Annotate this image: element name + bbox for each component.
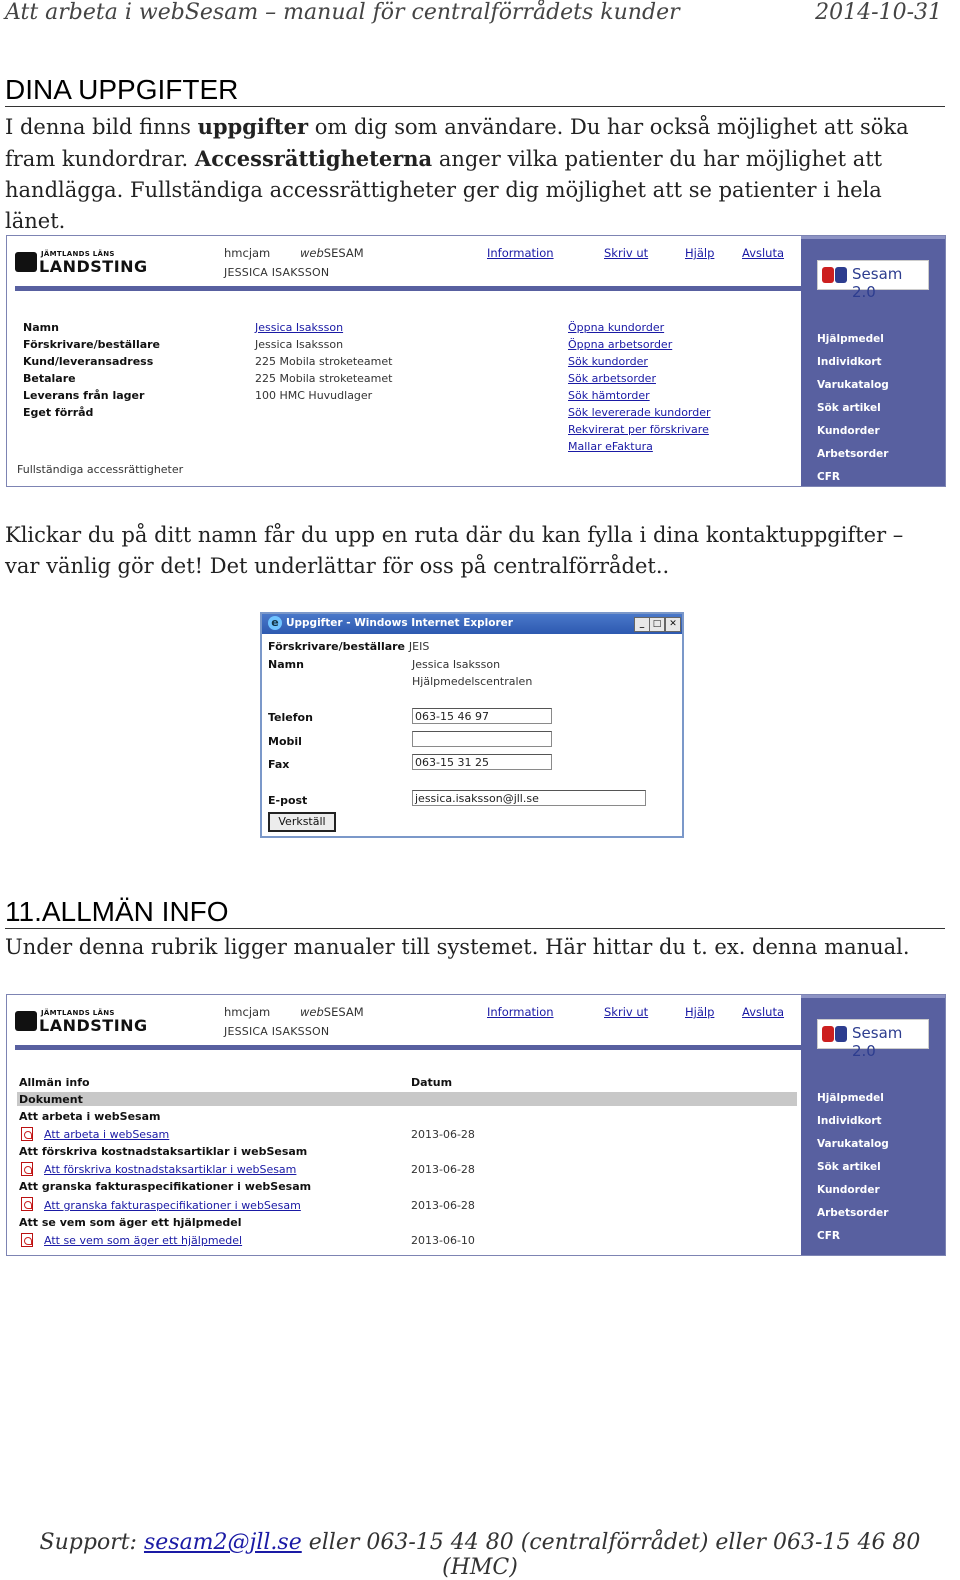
mobile-input[interactable] xyxy=(412,731,552,747)
side-menu-arbetsorder[interactable]: Arbetsorder xyxy=(817,448,889,460)
doc-link-2[interactable]: Att förskriva kostnadstaksartiklar i webSesam xyxy=(44,1163,297,1176)
user-fullname: JESSICA ISAKSSON xyxy=(224,266,330,279)
link-information-2[interactable]: Information xyxy=(487,1005,554,1019)
doc-group-heading-4: Att se vem som äger ett hjälpmedel xyxy=(19,1216,242,1229)
internet-explorer-icon: e xyxy=(268,616,282,630)
pdf-icon xyxy=(21,1233,33,1247)
contact-info-paragraph: Klickar du på ditt namn får du upp en ruta där du kan fylla i dina kontaktuppgifter – var vänlig gör det! Det underlättar för oss på centralförrådet.. xyxy=(5,523,904,578)
link-information[interactable]: Information xyxy=(487,246,554,260)
side-menu-sok-artikel[interactable]: Sök artikel xyxy=(817,1161,881,1173)
email-input[interactable]: jessica.isaksson@jll.se xyxy=(412,790,646,806)
app-name-main-2: SESAM xyxy=(323,1005,364,1019)
link-skriv-ut-2[interactable]: Skriv ut xyxy=(604,1005,649,1019)
doc-link-3[interactable]: Att granska fakturaspecifikationer i webSesam xyxy=(44,1199,301,1212)
docs-document-header: Dokument xyxy=(19,1093,83,1106)
landsting-logo xyxy=(15,250,148,276)
side-menu-individkort[interactable]: Individkort xyxy=(817,356,882,368)
support-footer xyxy=(0,1530,960,1580)
app-name-prefix: web xyxy=(300,246,324,260)
doc-group-heading-2: Att förskriva kostnadstaksartiklar i webSesam xyxy=(19,1145,308,1158)
app-name-prefix-2: web xyxy=(300,1005,324,1019)
side-panel-top-strip xyxy=(801,236,945,239)
value-betalare: 225 Mobila stroketeamet xyxy=(255,372,393,385)
sesam-logo-badge xyxy=(817,260,929,301)
verkstall-button[interactable]: Verkställ xyxy=(268,812,336,832)
popup-label-telefon: Telefon xyxy=(268,711,313,724)
side-menu-individkort[interactable]: Individkort xyxy=(817,1115,882,1127)
document-header-title: Att arbeta i webSesam – manual för centralförrådets kunder xyxy=(5,0,680,25)
username: hmcjam xyxy=(224,246,271,260)
side-menu-varukatalog[interactable]: Varukatalog xyxy=(817,1138,889,1150)
document-header-date: 2014-10-31 xyxy=(815,0,942,25)
link-rekvirerat-per-forskrivare[interactable]: Rekvirerat per förskrivare xyxy=(568,423,709,436)
header-band xyxy=(15,286,803,291)
side-menu-arbetsorder[interactable]: Arbetsorder xyxy=(817,1207,889,1219)
link-hjalp[interactable]: Hjälp xyxy=(685,246,715,260)
side-menu-cfr[interactable]: CFR xyxy=(817,471,840,483)
app-name xyxy=(300,246,364,260)
support-email-link[interactable]: sesam2@jll.se xyxy=(143,1530,302,1555)
doc-date-3: 2013-06-28 xyxy=(411,1199,475,1212)
side-menu-2 xyxy=(801,1087,945,1248)
popup-titlebar xyxy=(262,614,682,634)
link-hjalp-2[interactable]: Hjälp xyxy=(685,1005,715,1019)
sesam-logo-blue-icon xyxy=(835,1026,847,1042)
header-band-2 xyxy=(15,1045,803,1050)
uppgifter-popup-window xyxy=(260,612,684,838)
pdf-icon xyxy=(21,1197,33,1211)
side-menu-kundorder[interactable]: Kundorder xyxy=(817,1184,880,1196)
label-forskrivare: Förskrivare/beställare xyxy=(23,338,161,351)
landsting-logo-mark-icon xyxy=(15,1011,37,1031)
access-rights-text: Fullständiga accessrättigheter xyxy=(17,463,184,476)
side-menu xyxy=(801,328,945,487)
popup-value-organisation: Hjälpmedelscentralen xyxy=(412,675,533,688)
section-heading-allman-info: 11.ALLMÄN INFO xyxy=(5,896,945,929)
doc-link-4[interactable]: Att se vem som äger ett hjälpmedel xyxy=(44,1234,243,1247)
value-leverans-fran-lager: 100 HMC Huvudlager xyxy=(255,389,373,402)
doc-group-heading-3: Att granska fakturaspecifikationer i webSesam xyxy=(19,1180,312,1193)
doc-group-heading-1: Att arbeta i webSesam xyxy=(19,1110,161,1123)
link-oppna-arbetsorder[interactable]: Öppna arbetsorder xyxy=(568,338,673,351)
minimize-icon[interactable]: _ xyxy=(634,617,650,632)
side-menu-varukatalog[interactable]: Varukatalog xyxy=(817,379,889,391)
link-sok-levererade-kundorder[interactable]: Sök levererade kundorder xyxy=(568,406,711,419)
popup-label-forskrivare xyxy=(268,640,429,653)
landsting-logo-mark-icon xyxy=(15,252,37,272)
popup-value-namn: Jessica Isaksson xyxy=(412,658,501,671)
logo-small-text-2: JÄMTLANDS LÄNS xyxy=(41,1009,115,1017)
doc-date-2: 2013-06-28 xyxy=(411,1163,475,1176)
support-suffix: eller 063-15 44 80 (centralförrådet) eller 063-15 46 80 (HMC) xyxy=(301,1530,921,1580)
popup-label-namn: Namn xyxy=(268,658,304,671)
side-menu-hjalpmedel[interactable]: Hjälpmedel xyxy=(817,1092,884,1104)
intro-paragraph xyxy=(5,111,940,237)
popup-prescriber-value: JEIS xyxy=(408,640,430,653)
logo-big-text-2: LANDSTING xyxy=(39,1016,148,1035)
doc-date-1: 2013-06-28 xyxy=(411,1128,475,1141)
popup-label-mobil: Mobil xyxy=(268,735,302,748)
sesam-badge-text-2: Sesam 2.0 xyxy=(852,1024,903,1060)
label-betalare: Betalare xyxy=(23,372,76,385)
section-heading-dina-uppgifter: DINA UPPGIFTER xyxy=(5,74,945,107)
link-sok-hamtorder[interactable]: Sök hämtorder xyxy=(568,389,650,402)
intro-bold-uppgifter: uppgifter xyxy=(197,114,309,139)
logo-small-text: JÄMTLANDS LÄNS xyxy=(41,250,115,258)
side-panel-top-strip-2 xyxy=(801,995,945,998)
side-menu-sok-artikel[interactable]: Sök artikel xyxy=(817,402,881,414)
sesam-logo-blue-icon xyxy=(835,267,847,283)
sesam-allmaninfo-screenshot xyxy=(6,994,946,1256)
pdf-icon xyxy=(21,1127,33,1141)
label-eget-forrad: Eget förråd xyxy=(23,406,94,419)
label-namn: Namn xyxy=(23,321,59,334)
maximize-icon[interactable]: □ xyxy=(649,617,665,632)
intro-bold-access: Accessrättigheterna xyxy=(194,146,433,171)
fax-input[interactable]: 063-15 31 25 xyxy=(412,754,552,770)
sesam-userinfo-screenshot xyxy=(6,235,946,487)
app-name-2 xyxy=(300,1005,364,1019)
link-oppna-kundorder[interactable]: Öppna kundorder xyxy=(568,321,665,334)
link-mallar-efaktura[interactable]: Mallar eFaktura xyxy=(568,440,653,453)
phone-input[interactable]: 063-15 46 97 xyxy=(412,708,552,724)
intro-text-3: anger vilka patienter du har möjlighet att handlägga. Fullständiga accessrättigheter ger dig möjlighet att se patienter i hela länet. xyxy=(5,147,883,233)
user-fullname-2: JESSICA ISAKSSON xyxy=(224,1025,330,1038)
popup-title: Uppgifter - Windows Internet Explorer xyxy=(286,617,513,629)
sesam-badge-text: Sesam 2.0 xyxy=(852,265,903,301)
logo-big-text: LANDSTING xyxy=(39,257,148,276)
sesam-logo-badge-2 xyxy=(817,1019,929,1060)
pdf-icon xyxy=(21,1162,33,1176)
intro-text-1: I denna bild finns xyxy=(5,115,198,139)
intro-text-2: om dig som användare. Du har också möjlighet att söka fram kundordrar. xyxy=(5,115,909,171)
docs-header-row xyxy=(17,1092,797,1106)
label-leverans-fran-lager: Leverans från lager xyxy=(23,389,145,402)
link-avsluta[interactable]: Avsluta xyxy=(742,246,785,260)
link-skriv-ut[interactable]: Skriv ut xyxy=(604,246,649,260)
value-forskrivare: Jessica Isaksson xyxy=(255,338,344,351)
label-kund-leveransadress: Kund/leveransadress xyxy=(23,355,154,368)
sesam-logo-red-icon xyxy=(822,1026,834,1042)
link-sok-arbetsorder[interactable]: Sök arbetsorder xyxy=(568,372,656,385)
popup-label-fax: Fax xyxy=(268,758,290,771)
close-icon[interactable]: ✕ xyxy=(665,617,681,632)
username-2: hmcjam xyxy=(224,1005,271,1019)
side-menu-cfr[interactable]: CFR xyxy=(817,1230,840,1242)
landsting-logo-2 xyxy=(15,1009,148,1035)
sesam-logo-red-icon xyxy=(822,267,834,283)
side-menu-hjalpmedel[interactable]: Hjälpmedel xyxy=(817,333,884,345)
docs-date-header: Datum xyxy=(411,1076,453,1089)
value-kund-leveransadress: 225 Mobila stroketeamet xyxy=(255,355,393,368)
link-sok-kundorder[interactable]: Sök kundorder xyxy=(568,355,648,368)
app-name-main: SESAM xyxy=(323,246,364,260)
docs-title: Allmän info xyxy=(19,1076,90,1089)
side-menu-kundorder[interactable]: Kundorder xyxy=(817,425,880,437)
popup-prescriber-label-text: Förskrivare/beställare xyxy=(268,640,406,653)
allman-info-paragraph: Under denna rubrik ligger manualer till systemet. Här hittar du t. ex. denna manual. xyxy=(5,935,910,959)
name-link[interactable]: Jessica Isaksson xyxy=(255,321,344,334)
link-avsluta-2[interactable]: Avsluta xyxy=(742,1005,785,1019)
doc-link-1[interactable]: Att arbeta i webSesam xyxy=(44,1128,170,1141)
doc-date-4: 2013-06-10 xyxy=(411,1234,475,1247)
popup-label-epost: E-post xyxy=(268,794,308,807)
support-prefix: Support: xyxy=(39,1530,144,1555)
